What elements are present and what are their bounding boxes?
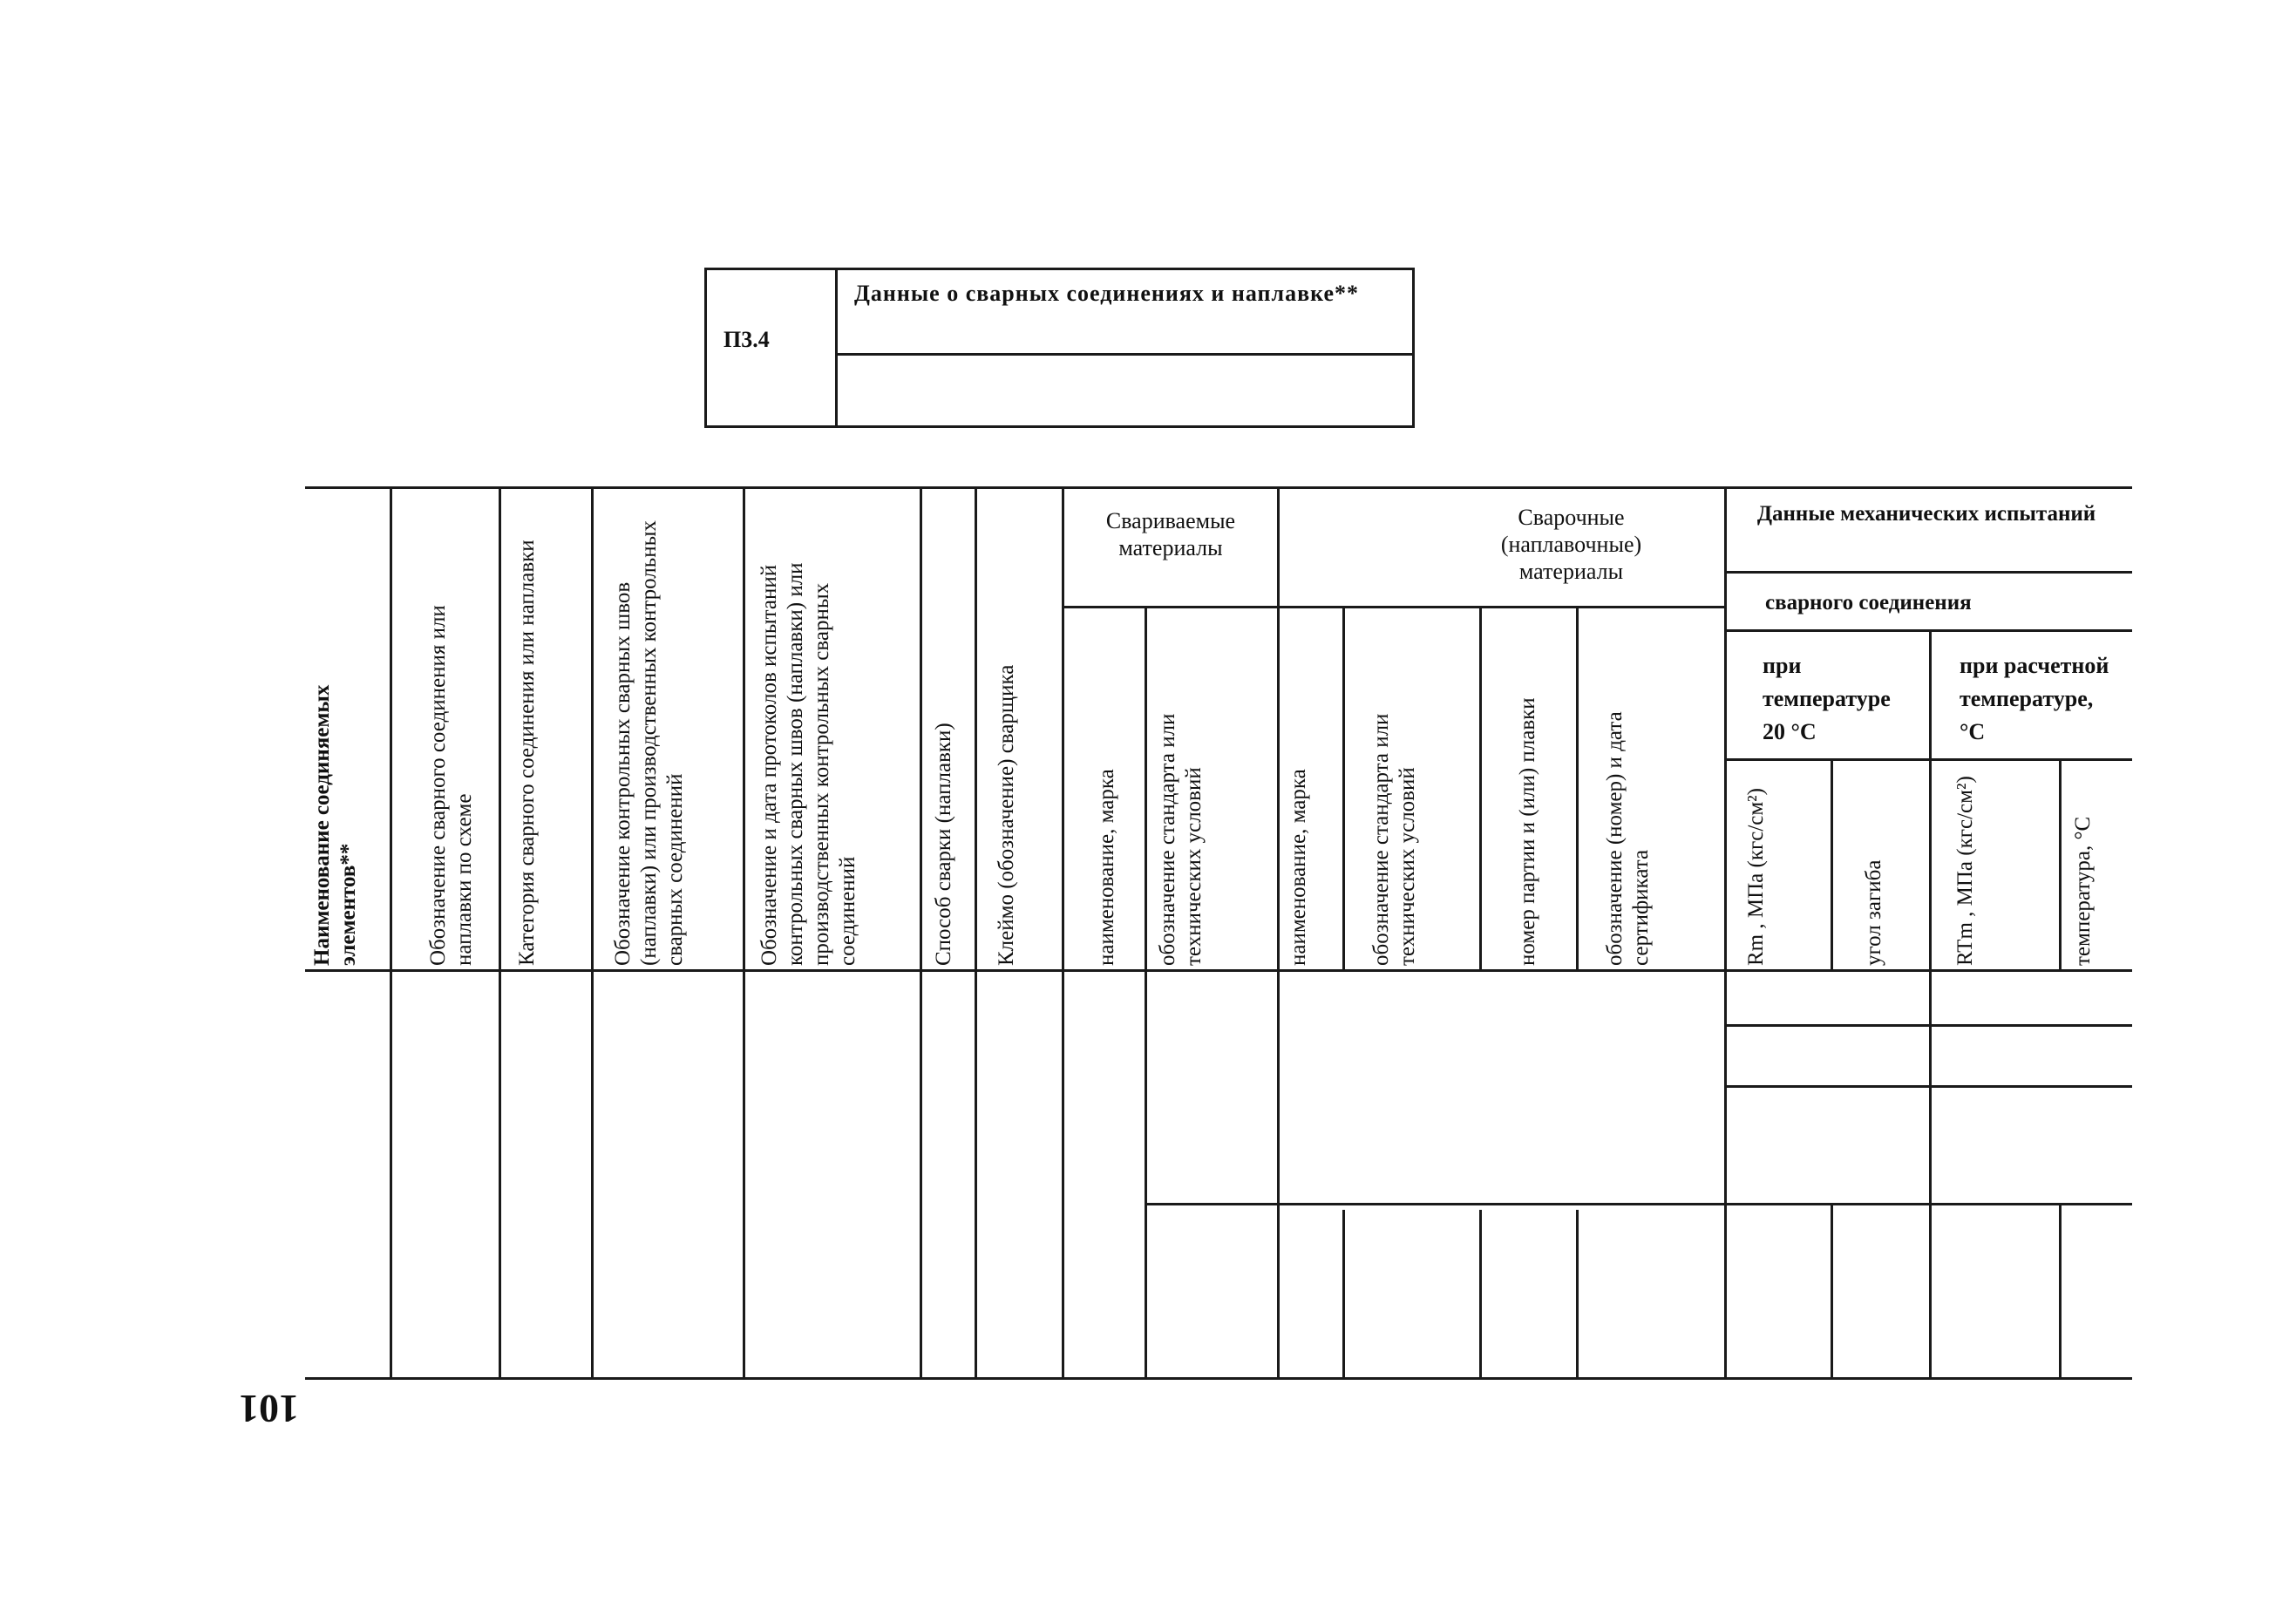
section-title: Данные о сварных соединениях и наплавке** <box>854 281 1360 306</box>
col-control-seams: Обозначение контрольных сварных швов (наплавки) или производственных контрольных сварных соединений <box>611 520 687 966</box>
col-welding-certificate: обозначение (номер) и дата сертификата <box>1603 711 1653 966</box>
col-welding-standard: обозначение стандарта или технических условий <box>1369 713 1419 966</box>
col-elements: Наименование соединяемых элементов** <box>310 684 360 966</box>
col-rmt: RTm , МПа (кгс/см²) <box>1953 776 1977 966</box>
col-rm: Rm , МПа (кгс/см²) <box>1744 787 1768 966</box>
group-mechanical-tests: Данные механических испытаний <box>1756 502 2096 526</box>
col-joint-designation: Обозначение сварного соединения или наплавки по схеме <box>426 605 476 966</box>
subgroup-at-20: при температуре 20 °С <box>1763 653 1891 744</box>
col-welded-name-grade: наименование, марка <box>1095 769 1118 966</box>
subgroup-welded-joint: сварного соединения <box>1765 591 1972 614</box>
section-code: П3.4 <box>723 327 770 352</box>
col-temperature: температура, °С <box>2071 816 2095 966</box>
page-number: 101 <box>239 1387 299 1431</box>
col-welding-batch: номер партии и (или) плавки <box>1516 697 1539 966</box>
col-welder-stamp: Клеймо (обозначение) сварщика <box>995 664 1018 966</box>
col-welded-standard: обозначение стандарта или технических условий <box>1156 713 1206 966</box>
col-test-protocols: Обозначение и дата протоколов испытаний контрольных сварных швов (наплавки) или производственных контрольных сварных соединений <box>757 562 859 966</box>
group-welded-materials: Свариваемые материалы <box>1105 508 1236 560</box>
subgroup-at-design: при расчетной температуре, °С <box>1960 653 2109 744</box>
col-welding-method: Способ сварки (наплавки) <box>932 723 955 966</box>
col-bend-angle: угол загиба <box>1862 859 1885 966</box>
group-welding-materials: Сварочные (наплавочные) материалы <box>1500 505 1642 584</box>
col-welding-name-grade: наименование, марка <box>1287 769 1310 966</box>
col-joint-category: Категория сварного соединения или наплавки <box>515 540 539 966</box>
